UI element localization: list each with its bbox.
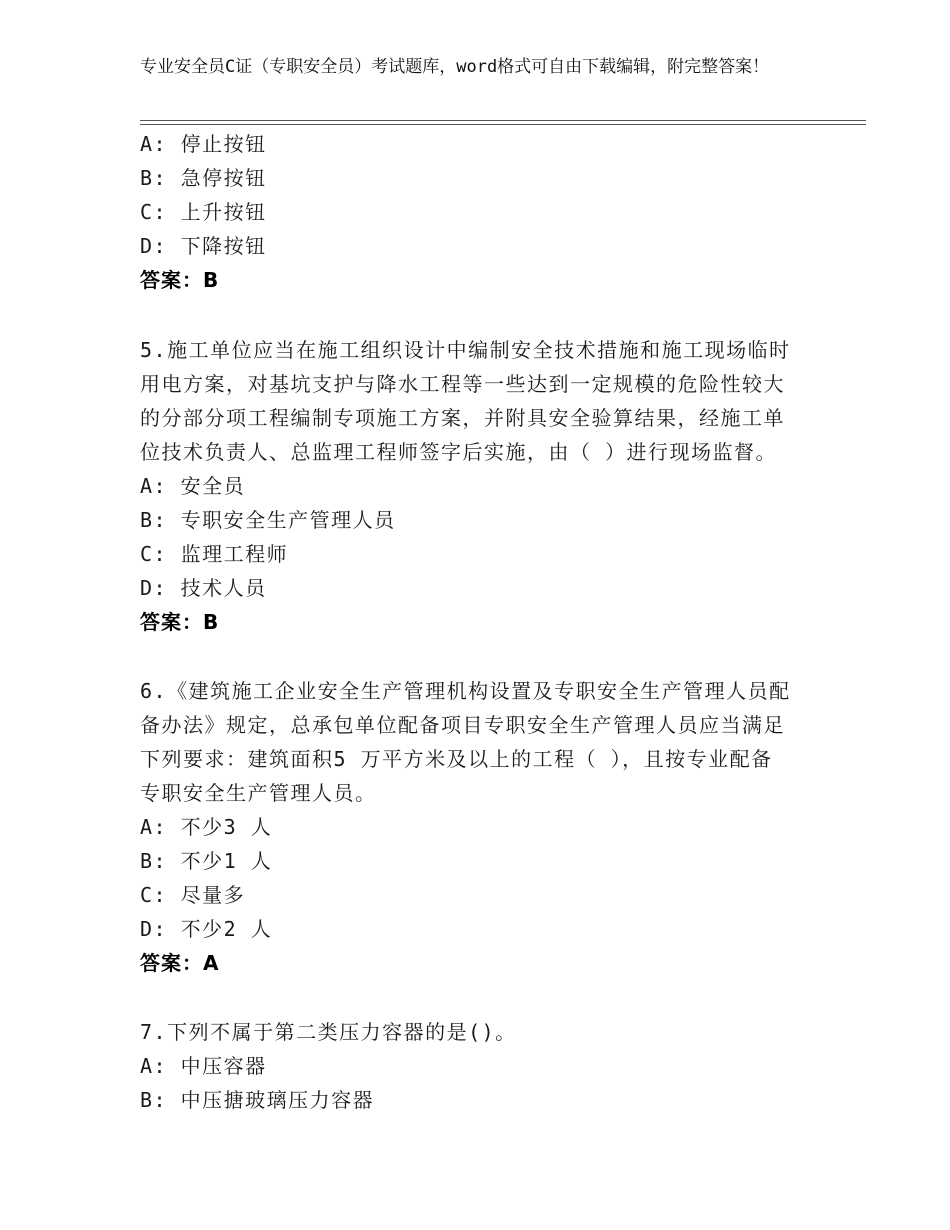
- q6-stem-line-1: 6.《建筑施工企业安全生产管理机构设置及专职安全生产管理人员配: [140, 679, 791, 703]
- q6-option-d: D: 不少2 人: [140, 917, 273, 941]
- page-header: 专业安全员C证（专职安全员）考试题库，word格式可自由下载编辑，附完整答案！: [140, 57, 770, 77]
- q4-option-d: D: 下降按钮: [140, 234, 267, 258]
- q5-stem-line-1: 5.施工单位应当在施工组织设计中编制安全技术措施和施工现场临时: [140, 338, 791, 362]
- q7-stem-line-1: 7.下列不属于第二类压力容器的是()。: [140, 1020, 517, 1044]
- q6-option-c: C: 尽量多: [140, 883, 246, 907]
- q5-option-a: A: 安全员: [140, 474, 246, 498]
- q4-option-a: A: 停止按钮: [140, 132, 267, 156]
- q4-option-c: C: 上升按钮: [140, 200, 267, 224]
- q7-option-b: B: 中压搪玻璃压力容器: [140, 1088, 375, 1112]
- q6-stem-line-4: 专职安全生产管理人员。: [140, 781, 377, 805]
- q5-option-b: B: 专职安全生产管理人员: [140, 508, 396, 532]
- q5-stem-line-4: 位技术负责人、总监理工程师签字后实施，由（ ）进行现场监督。: [140, 440, 778, 464]
- q5-option-d: D: 技术人员: [140, 576, 267, 600]
- q5-stem-line-2: 用电方案，对基坑支护与降水工程等一些达到一定规模的危险性较大: [140, 372, 785, 396]
- header-divider-secondary: [140, 124, 866, 125]
- q4-answer: 答案：B: [140, 268, 220, 292]
- q5-answer: 答案：B: [140, 610, 220, 634]
- header-divider: [140, 120, 866, 121]
- q5-stem-line-3: 的分部分项工程编制专项施工方案，并附具安全验算结果，经施工单: [140, 406, 785, 430]
- q6-stem-line-3: 下列要求：建筑面积5 万平方米及以上的工程（ ），且按专业配备: [140, 747, 773, 771]
- q4-option-b: B: 急停按钮: [140, 166, 267, 190]
- q6-option-a: A: 不少3 人: [140, 815, 273, 839]
- q7-option-a: A: 中压容器: [140, 1054, 267, 1078]
- q6-option-b: B: 不少1 人: [140, 849, 273, 873]
- q5-option-c: C: 监理工程师: [140, 542, 289, 566]
- q6-stem-line-2: 备办法》规定，总承包单位配备项目专职安全生产管理人员应当满足: [140, 713, 785, 737]
- q6-answer: 答案：A: [140, 951, 220, 975]
